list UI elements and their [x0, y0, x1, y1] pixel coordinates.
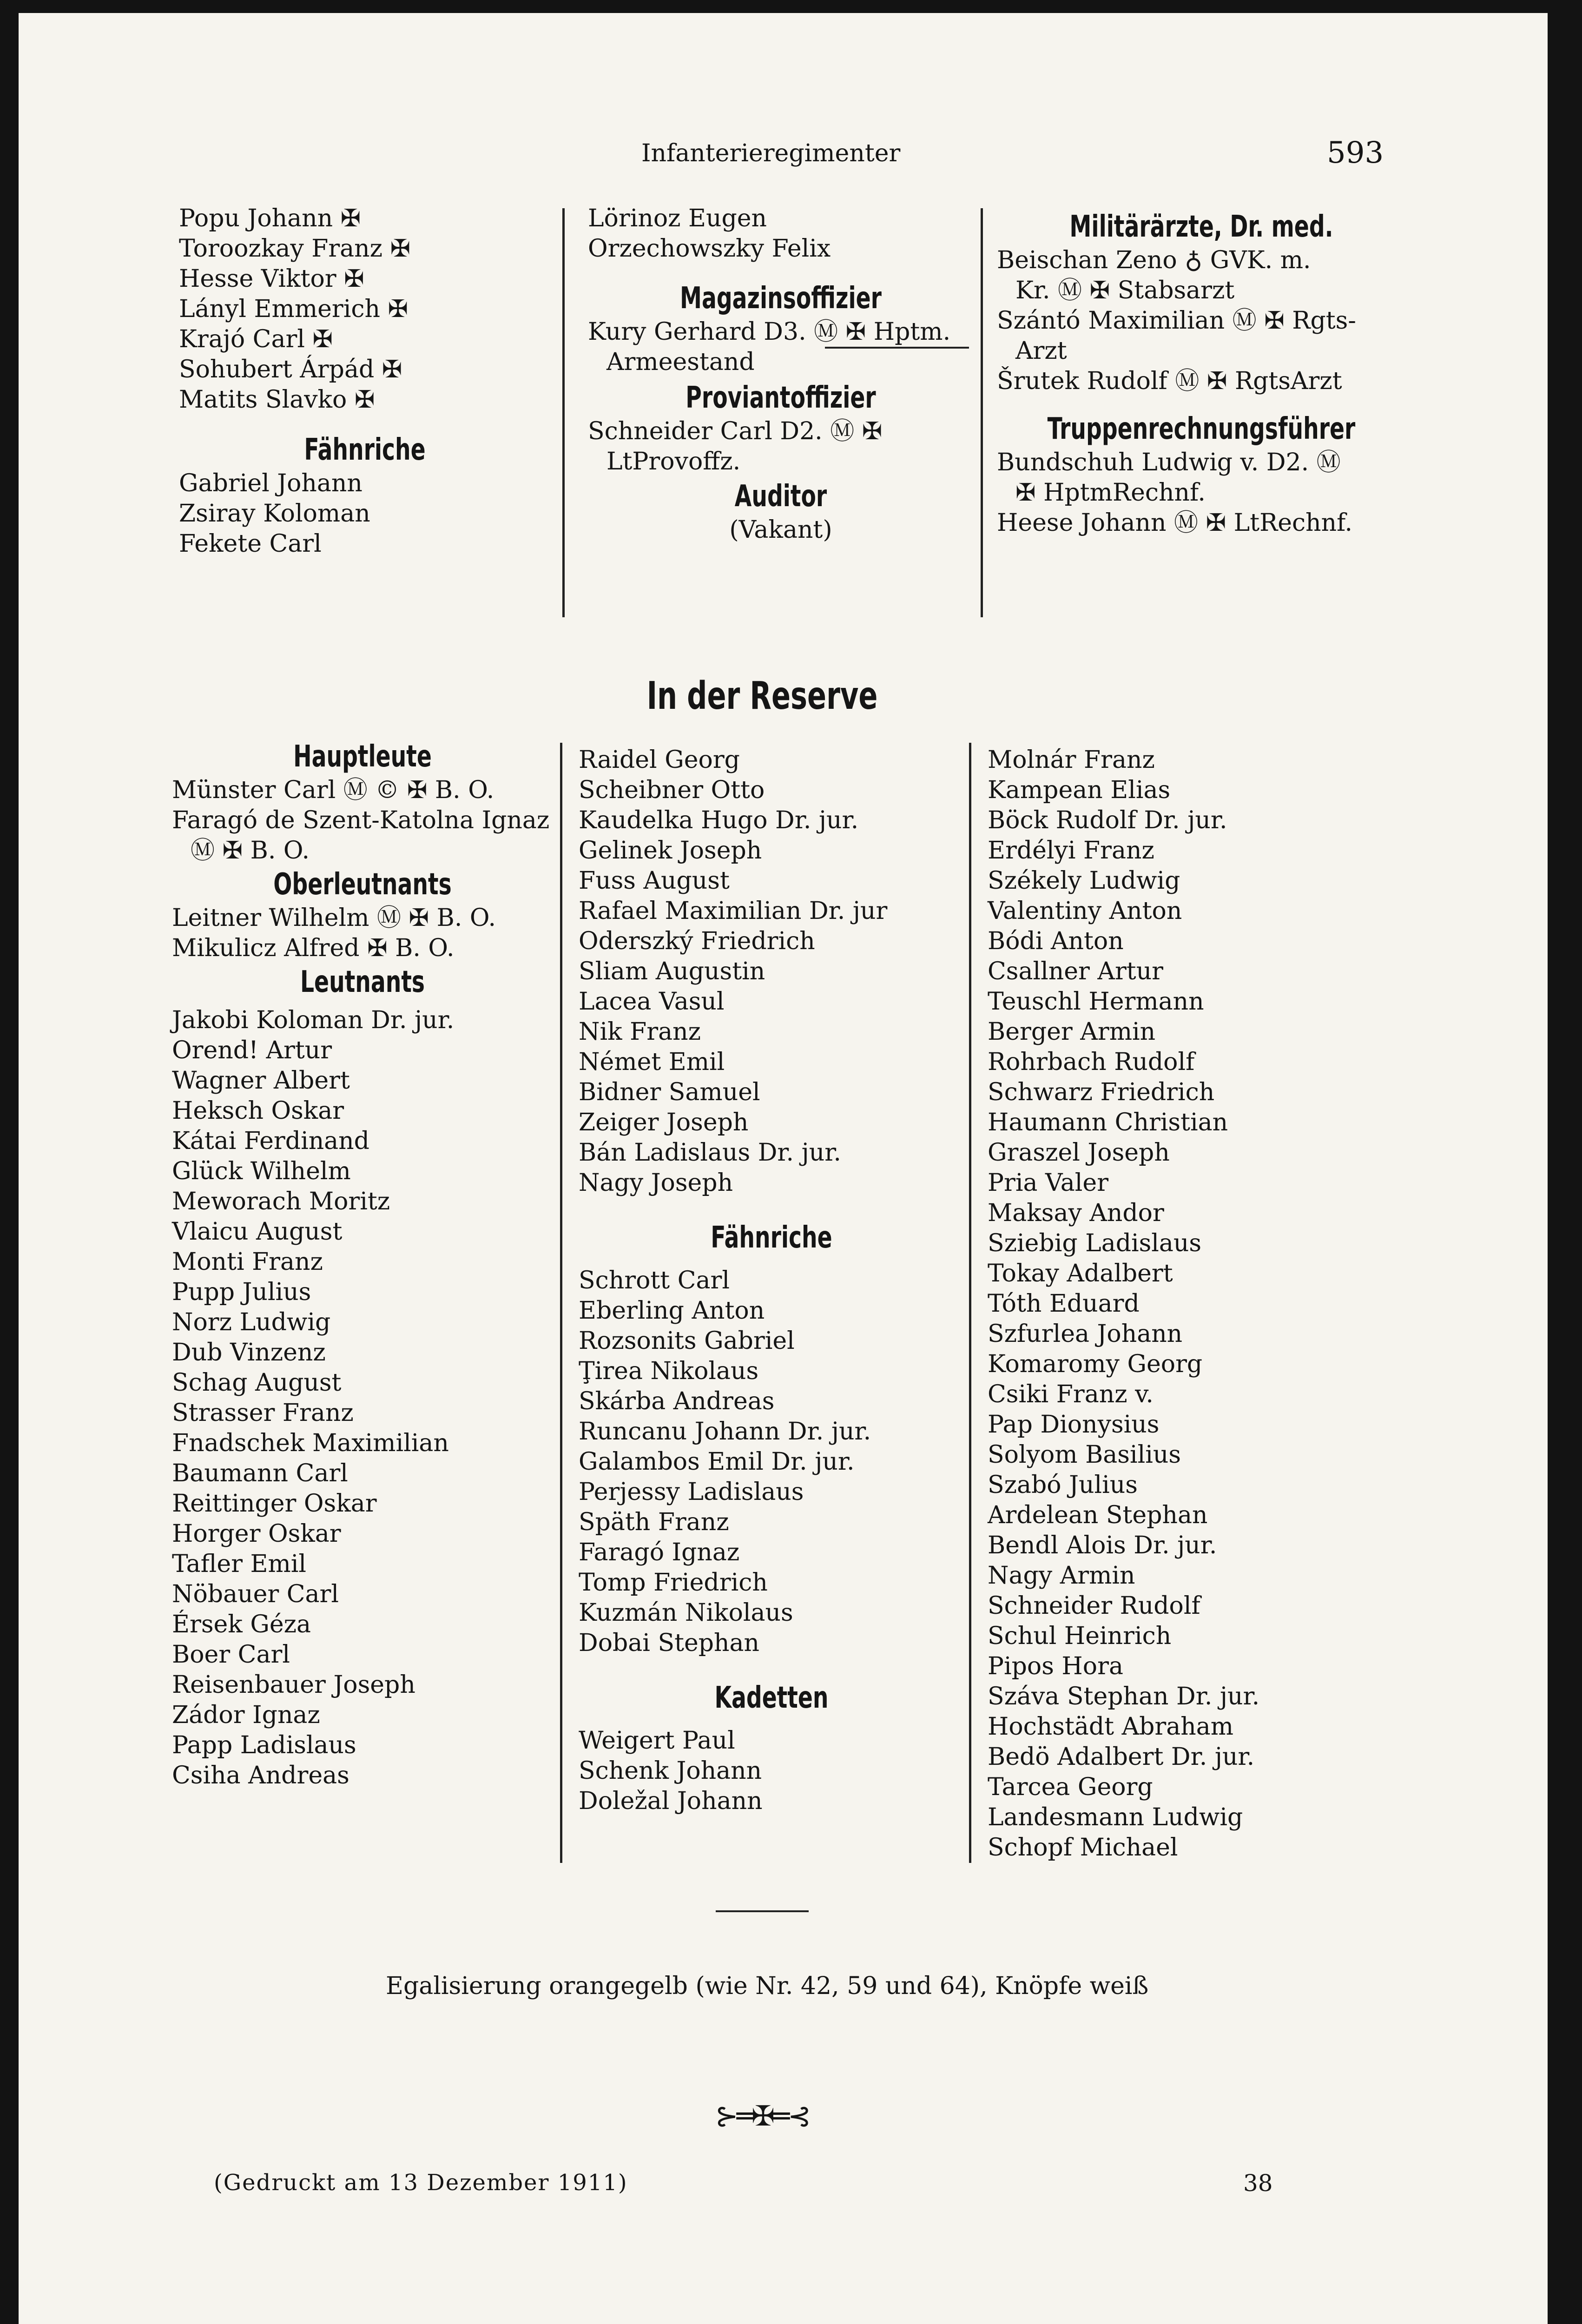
list-item: Glück Wilhelm: [172, 1157, 351, 1185]
list-item: Eberling Anton: [579, 1297, 765, 1325]
divider: [716, 1910, 809, 1912]
list-item: Fnadschek Maximilian: [172, 1429, 449, 1457]
list-item: Heksch Oskar: [172, 1097, 344, 1125]
list-item: Nagy Joseph: [579, 1169, 733, 1197]
list-item: Schneider Rudolf: [988, 1592, 1200, 1620]
list-item: Norz Ludwig: [172, 1308, 331, 1336]
list-item: Bundschuh Ludwig v. D2. Ⓜ: [997, 449, 1341, 476]
section-heading: Hauptleute: [293, 739, 432, 774]
reserve-column-1: [172, 738, 553, 1791]
list-item: Szabó Julius: [988, 1471, 1138, 1499]
list-item: Graszel Joseph: [988, 1139, 1170, 1167]
list-item: Krajó Carl ✠: [179, 325, 333, 353]
list-item: Skárba Andreas: [579, 1387, 775, 1415]
section-heading: Truppenrechnungsführer: [1047, 412, 1356, 446]
page-number: 593: [1327, 136, 1384, 170]
list-item: Vlaicu August: [172, 1218, 343, 1246]
list-item: Schrott Carl: [579, 1267, 730, 1294]
list-item: Rozsonits Gabriel: [579, 1327, 795, 1355]
running-head: Infanterieregimenter: [641, 139, 901, 167]
section-heading: Fähnriche: [304, 433, 426, 467]
list-item: Ⓜ ✠ B. O.: [191, 837, 310, 865]
list-item: Csiki Franz v.: [988, 1380, 1154, 1408]
list-item: Jakobi Koloman Dr. jur.: [172, 1006, 455, 1034]
list-item: Bódi Anton: [988, 927, 1124, 955]
list-item: Lacea Vasul: [579, 988, 725, 1016]
list-item: Bedö Adalbert Dr. jur.: [988, 1743, 1255, 1771]
list-item: Kr. Ⓜ ✠ Stabsarzt: [1015, 277, 1235, 304]
list-item: Orend! Artur: [172, 1037, 332, 1064]
list-item: Horger Oskar: [172, 1520, 341, 1548]
list-item: Solyom Basilius: [988, 1441, 1181, 1469]
list-item: Teuschl Hermann: [988, 988, 1204, 1016]
kadetten-list: [579, 1726, 964, 1816]
list-item: Székely Ludwig: [988, 867, 1180, 895]
list-item: Tarcea Georg: [988, 1773, 1153, 1801]
list-item: Csiha Andreas: [172, 1762, 349, 1789]
list-item: Pap Dionysius: [988, 1411, 1160, 1439]
list-item: Tafler Emil: [172, 1550, 307, 1578]
list-item: Leitner Wilhelm Ⓜ ✠ B. O.: [172, 904, 496, 932]
list-item: Szfurlea Johann: [988, 1320, 1183, 1348]
list-item: Nik Franz: [579, 1018, 701, 1046]
list-item: Reisenbauer Joseph: [172, 1671, 415, 1699]
column-rule: [560, 743, 562, 1863]
list-item: Strasser Franz: [172, 1399, 354, 1427]
list-item: Rafael Maximilian Dr. jur: [579, 897, 888, 925]
list-item: Gelinek Joseph: [579, 837, 762, 865]
list-item: Nagy Armin: [988, 1562, 1135, 1590]
list-item: Münster Carl Ⓜ © ✠ B. O.: [172, 776, 494, 804]
list-item: Érsek Géza: [172, 1611, 311, 1638]
section-heading: Fähnriche: [711, 1221, 832, 1255]
list-item: Berger Armin: [988, 1018, 1156, 1046]
list-item: Schul Heinrich: [988, 1622, 1172, 1650]
list-item: Sziebig Ladislaus: [988, 1229, 1202, 1257]
list-item: Perjessy Ladislaus: [579, 1478, 804, 1506]
list-item: Zeiger Joseph: [579, 1109, 749, 1136]
ornament: ⊱═✠═⊰: [715, 2100, 810, 2133]
list-item: Dub Vinzenz: [172, 1339, 326, 1367]
section-heading: Auditor: [734, 479, 827, 514]
list-item: Schenk Johann: [579, 1757, 762, 1785]
list-item: Baumann Carl: [172, 1459, 348, 1487]
list-item: Maksay Andor: [988, 1199, 1164, 1227]
list-item: Doležal Johann: [579, 1787, 763, 1815]
list-item: Pupp Julius: [172, 1278, 311, 1306]
list-item: Galambos Emil Dr. jur.: [579, 1448, 855, 1476]
list-item: Lörinoz Eugen: [588, 205, 767, 232]
list-item: Német Emil: [579, 1048, 725, 1076]
egalisierung-note: Egalisierung orangegelb (wie Nr. 42, 59 und 64), Knöpfe weiß: [386, 1972, 1149, 2000]
list-item: Fuss August: [579, 867, 730, 895]
list-item: Ţirea Nikolaus: [579, 1357, 759, 1385]
section-heading: Oberleutnants: [273, 867, 452, 902]
list-item: Scheibner Otto: [579, 776, 765, 804]
list-item: Monti Franz: [172, 1248, 323, 1276]
list-item: LtProvoffz.: [606, 448, 741, 475]
top-column-2: [588, 204, 974, 545]
section-heading: Kadetten: [714, 1681, 829, 1715]
reserve-column-2: [579, 745, 964, 1816]
reserve-heading: In der Reserve: [646, 674, 878, 718]
list-item: Runcanu Johann Dr. jur.: [579, 1418, 871, 1446]
list-item: Valentiny Anton: [988, 897, 1182, 925]
list-item: Molnár Franz: [988, 746, 1155, 774]
list-item: Kaudelka Hugo Dr. jur.: [579, 806, 859, 834]
list-item: Wagner Albert: [172, 1067, 350, 1095]
list-item: Gabriel Johann: [179, 469, 363, 497]
list-item: Matits Slavko ✠: [179, 386, 375, 414]
list-item: Faragó Ignaz: [579, 1538, 740, 1566]
list-item: Arzt: [1015, 337, 1067, 365]
list-item: Dobai Stephan: [579, 1629, 760, 1657]
list-item: Lányl Emmerich ✠: [179, 295, 409, 323]
sheet-signature: 38: [1243, 2170, 1273, 2197]
list-item: Komaromy Georg: [988, 1350, 1203, 1378]
list-item: Zsiray Koloman: [179, 500, 370, 528]
list-item: Sliam Augustin: [579, 957, 765, 985]
list-item: Šrutek Rudolf Ⓜ ✠ RgtsArzt: [997, 367, 1342, 395]
list-item: Schwarz Friedrich: [988, 1078, 1215, 1106]
list-item: Kuzmán Nikolaus: [579, 1599, 793, 1627]
list-item: Orzechowszky Felix: [588, 235, 831, 263]
list-item: Weigert Paul: [579, 1727, 735, 1755]
list-item: Raidel Georg: [579, 746, 740, 774]
divider: [825, 347, 969, 349]
section-heading: Militärärzte, Dr. med.: [1069, 210, 1333, 244]
print-date: (Gedruckt am 13 Dezember 1911): [214, 2170, 628, 2196]
auditor-value: (Vakant): [729, 516, 832, 544]
list-item: Böck Rudolf Dr. jur.: [988, 806, 1227, 834]
list-item: Schopf Michael: [988, 1834, 1178, 1862]
leutnants-list: [172, 1005, 553, 1791]
list-item: Kátai Ferdinand: [172, 1127, 369, 1155]
section-heading: Leutnants: [300, 965, 425, 999]
list-item: Reittinger Oskar: [172, 1490, 377, 1518]
list-item: Nöbauer Carl: [172, 1580, 339, 1608]
list-item: Hochstädt Abraham: [988, 1713, 1234, 1741]
list-item: Meworach Moritz: [172, 1188, 390, 1215]
list-item: Bendl Alois Dr. jur.: [988, 1532, 1217, 1559]
list-item: Haumann Christian: [988, 1109, 1228, 1136]
fahnriche-list: [579, 1266, 964, 1658]
list-item: Tomp Friedrich: [579, 1569, 768, 1597]
list-item: ✠ HptmRechnf.: [1015, 479, 1206, 507]
reserve-column-3: [988, 745, 1406, 1863]
list-item: Beischan Zeno ♁ GVK. m.: [997, 246, 1311, 274]
list-item: Sohubert Árpád ✠: [179, 356, 402, 383]
list-item: Erdélyi Franz: [988, 837, 1154, 865]
page: [19, 13, 1548, 2324]
list-item: Papp Ladislaus: [172, 1731, 356, 1759]
list-item: Torooz​kay Franz ✠: [179, 235, 411, 263]
column-rule: [969, 743, 971, 1863]
list-item: Oderszký Friedrich: [579, 927, 815, 955]
list-item: Popu Johann ✠: [179, 205, 361, 232]
list-item: Csallner Artur: [988, 957, 1164, 985]
list-item: Faragó de Szent-Katolna Ignaz: [172, 806, 550, 834]
list-item: Kampean Elias: [988, 776, 1171, 804]
list-item: Pipos Hora: [988, 1652, 1123, 1680]
list-item: Száva Stephan Dr. jur.: [988, 1683, 1260, 1710]
list-item: Tokay Adalbert: [988, 1260, 1173, 1287]
list-item: Fekete Carl: [179, 530, 322, 558]
column-rule: [562, 208, 565, 617]
list-item: Späth Franz: [579, 1508, 729, 1536]
list-item: Ardelean Stephan: [988, 1501, 1208, 1529]
list-item: Mikulicz Alfred ✠ B. O.: [172, 934, 455, 962]
top-column-3: [997, 208, 1406, 538]
column-rule: [981, 208, 983, 617]
list-item: Rohrbach Rudolf: [988, 1048, 1195, 1076]
top-column-1: [179, 204, 551, 559]
list-item: Pria Valer: [988, 1169, 1109, 1197]
list-item: Szántó Maximilian Ⓜ ✠ Rgts-: [997, 307, 1356, 335]
list-item: Heese Johann Ⓜ ✠ LtRechnf.: [997, 509, 1353, 537]
list-item: Tóth Eduard: [988, 1290, 1140, 1318]
list-item: Zádor Ignaz: [172, 1701, 320, 1729]
reserve-list-2: [579, 745, 964, 1198]
section-heading: Proviantoffizier: [686, 381, 876, 415]
list-item: Kury Gerhard D3. Ⓜ ✠ Hptm.: [588, 318, 951, 346]
section-heading: Magazinsoffizier: [680, 281, 882, 316]
list-item: Schag August: [172, 1369, 342, 1397]
list-item: Bán Ladislaus Dr. jur.: [579, 1139, 841, 1167]
list-item: Schneider Carl D2. Ⓜ ✠: [588, 417, 883, 445]
list-item: Hesse Viktor ✠: [179, 265, 364, 293]
list-item: Bidner Samuel: [579, 1078, 760, 1106]
reserve-list-3: [988, 745, 1406, 1863]
list-item: Boer Carl: [172, 1641, 290, 1669]
list-item: Armeestand: [606, 348, 755, 376]
list-item: Landesmann Ludwig: [988, 1803, 1243, 1831]
